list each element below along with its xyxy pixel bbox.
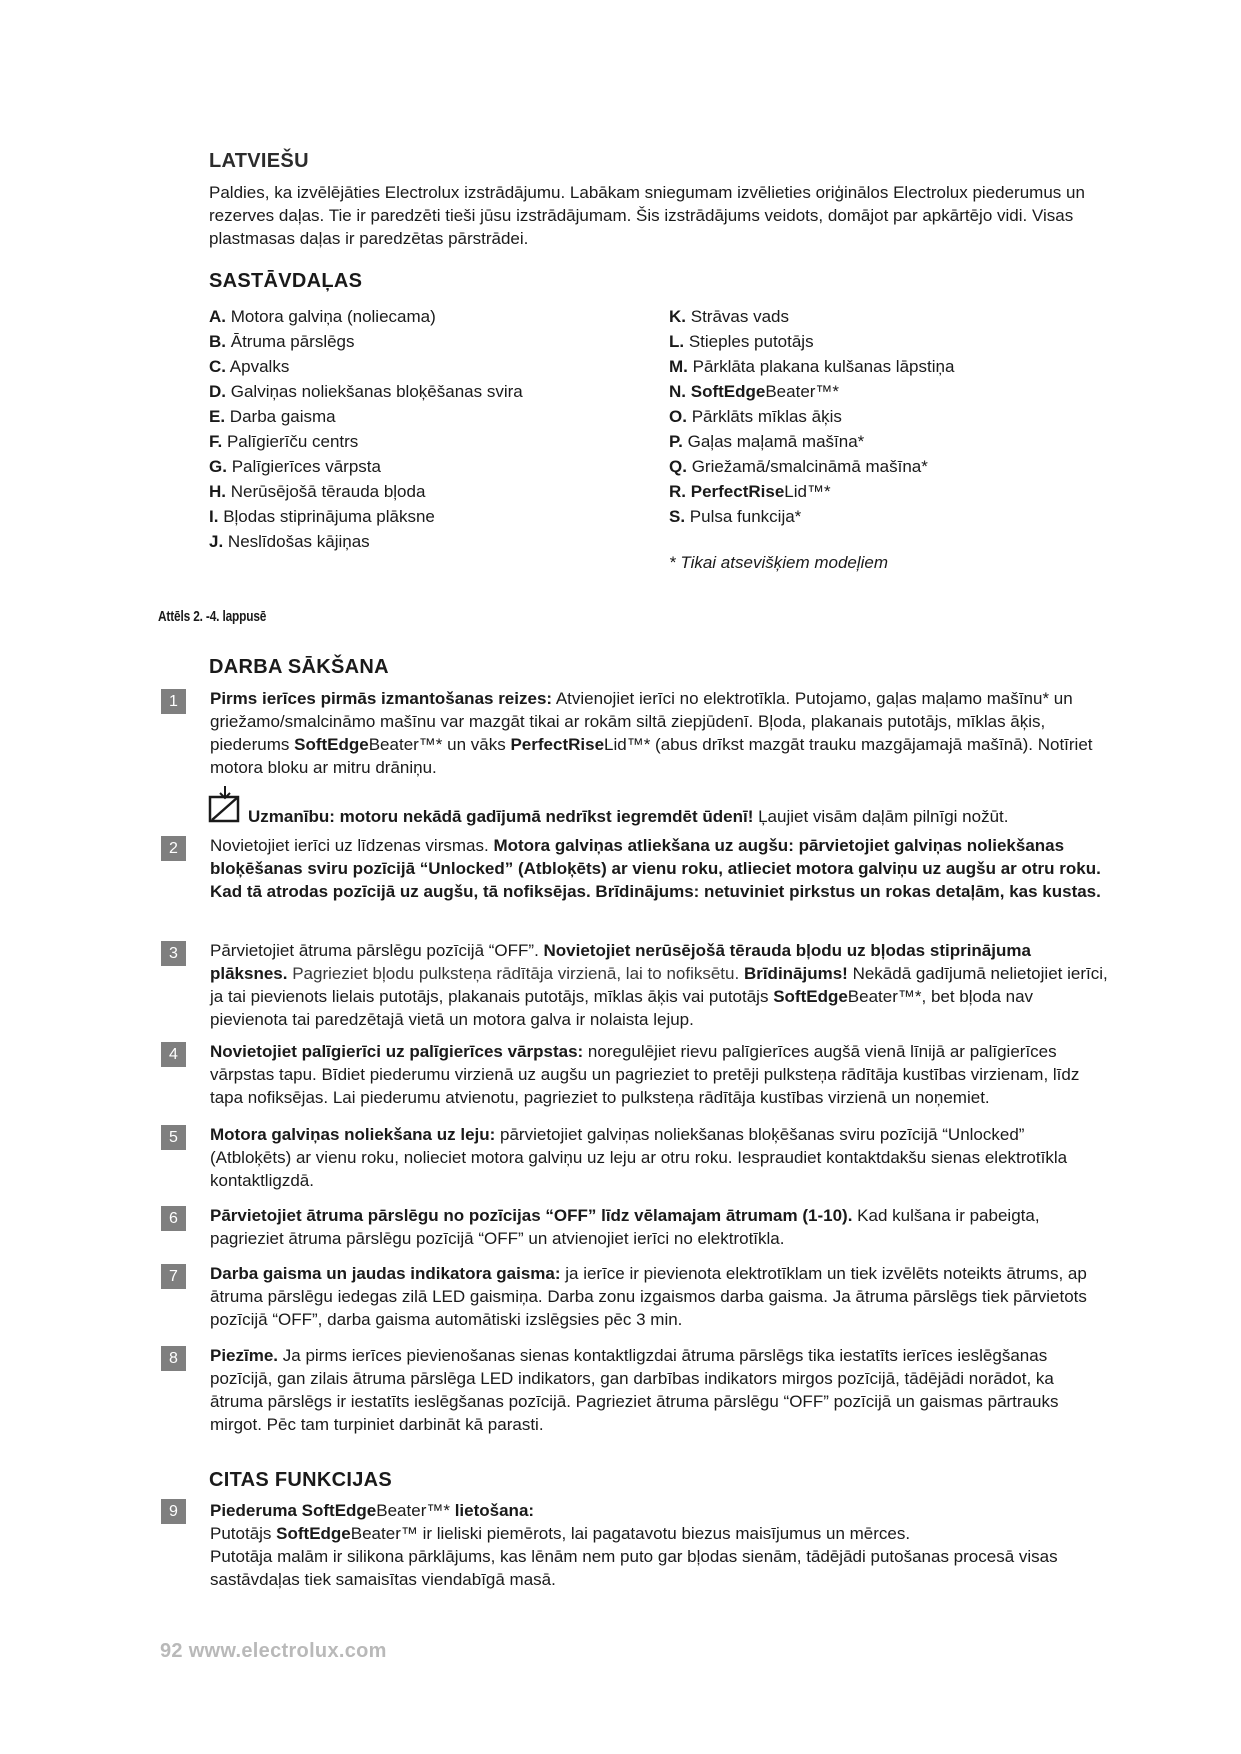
page-footer: 92 www.electrolux.com	[160, 1640, 387, 1662]
component-item: I. Bļodas stiprinājuma plāksne	[209, 507, 435, 526]
component-item: G. Palīgierīces vārpsta	[209, 457, 381, 476]
step-7-text: Darba gaisma un jaudas indikatora gaisma: ja ierīce ir pievienota elektrotīklam un tiek izvēlēts noteikts ātrums, ap ātruma pārslēgu iedegas zilā LED gaismiņa. Darba zonu izgaismos darba gaisma. Ja ātruma pārslēgs tiek pārvietots pozīcijā “OFF”, darba gaisma automātiski izslēgsies pēc 3 min.	[210, 1264, 1087, 1329]
warning-text: Uzmanību: motoru nekādā gadījumā nedrīkst iegremdēt ūdenī! Ļaujiet visām daļām pilnīgi nožūt.	[248, 807, 1009, 826]
step-8-text: Piezīme. Ja pirms ierīces pievienošanas sienas kontaktligzdai ātruma pārslēgs tika iestatīts ierīces ieslēgšanas pozīcijā, gan zilais ātruma pārslēga LED indikators, gan darbības indikators mirgos pozīcijā, tādējādi norādot, ka ātruma pārslēgs ir iestatīts ieslēgšanas pozīcijā. Pagrieziet ātruma pārslēgu “OFF” pozīcijā un gaismas pārtrauks mirgot. Pēc tam turpiniet darbināt kā parasti.	[210, 1346, 1059, 1434]
step-9-line-3: Putotāja malām ir silikona pārklājums, kas lēnām nem puto gar bļodas sienām, tādējādi putošanas procesā visas sastāvdaļas tiek samaisītas viendabīgā masā.	[210, 1547, 1058, 1589]
component-item: Q. Griežamā/smalcināmā mašīna*	[669, 457, 928, 476]
other-functions-heading: CITAS FUNKCIJAS	[209, 1469, 393, 1491]
component-item: J. Neslīdošas kājiņas	[209, 532, 370, 551]
component-item: B. Ātruma pārslēgs	[209, 332, 355, 351]
component-item: S. Pulsa funkcija*	[669, 507, 802, 526]
step-number-badge: 3	[161, 941, 186, 966]
no-immersion-icon	[208, 785, 242, 823]
models-note: * Tikai atsevišķiem modeļiem	[669, 553, 889, 572]
components-list-left	[209, 304, 523, 554]
component-item: F. Palīgierīču centrs	[209, 432, 359, 451]
component-item: C. Apvalks	[209, 357, 290, 376]
step-4-text: Novietojiet palīgierīci uz palīgierīces vārpstas: noregulējiet rievu palīgierīces augšā vienā līnijā ar palīgierīces vārpstas tapu. Bīdiet piederumu virzienā uz augšu un pagrieziet to pretēji pulksteņa rādītāja kustības virzienam, līdz tapa nofiksējas. Lai piederumu atvienotu, pagrieziet to pulksteņa rādītāja kustības virzienā un noņemiet.	[210, 1042, 1080, 1107]
step-6-text: Pārvietojiet ātruma pārslēgu no pozīcijas “OFF” līdz vēlamajam ātrumam (1-10). Kad kulšana ir pabeigta, pagrieziet ātruma pārslēgu pozīcijā “OFF” un atvienojiet ierīci no elektrotīkla.	[210, 1206, 1040, 1248]
component-item: D. Galviņas noliekšanas bloķēšanas svira	[209, 382, 523, 401]
step-5-text: Motora galviņas noliekšana uz leju: pārvietojiet galviņas noliekšanas bloķēšanas sviru pozīcijā “Unlocked” (Atbloķēts) ar vienu roku, nolieciet motora galviņu uz leju ar otru roku. Iespraudiet kontaktdakšu sienas elektrotīkla kontaktligzdā.	[210, 1125, 1068, 1190]
figure-reference: Attēls 2. -4. lappusē	[158, 609, 267, 625]
component-item: K. Strāvas vads	[669, 307, 789, 326]
step-number-badge: 9	[161, 1499, 186, 1524]
getting-started-heading: DARBA SĀKŠANA	[209, 656, 389, 678]
component-item: H. Nerūsējošā tērauda bļoda	[209, 482, 426, 501]
step-9-line-2: Putotājs SoftEdgeBeater™ ir lieliski piemērots, lai pagatavotu biezus maisījumus un mērces.	[210, 1524, 911, 1543]
components-list-right	[669, 304, 954, 529]
step-number-badge: 5	[161, 1125, 186, 1150]
step-number-badge: 2	[161, 836, 186, 861]
component-item: R. PerfectRiseLid™*	[669, 482, 831, 501]
component-item: M. Pārklāta plakana kulšanas lāpstiņa	[669, 357, 955, 376]
component-item: L. Stieples putotājs	[669, 332, 814, 351]
step-1-text: Pirms ierīces pirmās izmantošanas reizes: Atvienojiet ierīci no elektrotīkla. Putojamo, gaļas maļamo mašīnu* un griežamo/smalcināmo mašīnu var mazgāt tikai ar rokām siltā ziepjūdenī. Bļoda, plakanais putotājs, mīklas āķis, piederums SoftEdgeBeater™* un vāks PerfectRiseLid™* (abus drīkst mazgāt trauku mazgājamajā mašīnā). Notīriet motora bloku ar mitru drāniņu.	[210, 689, 1093, 777]
component-item: O. Pārklāts mīklas āķis	[669, 407, 842, 426]
step-9-title: Piederuma SoftEdgeBeater™* lietošana:	[210, 1501, 535, 1520]
step-3-text: Pārvietojiet ātruma pārslēgu pozīcijā “OFF”. Novietojiet nerūsējošā tērauda bļodu uz bļodas stiprinājuma plāksnes. Pagrieziet bļodu pulksteņa rādītāja virzienā, lai to nofiksētu. Brīdinājums! Nekādā gadījumā nelietojiet ierīci, ja tai pievienots lielais putotājs, plakanais putotājs, mīklas āķis vai putotājs SoftEdgeBeater™*, bet bļoda nav pievienota tai paredzētajā vietā un motora galva ir nolaista lejup.	[210, 941, 1108, 1029]
component-item: E. Darba gaisma	[209, 407, 336, 426]
component-item: P. Gaļas maļamā mašīna*	[669, 432, 865, 451]
step-number-badge: 6	[161, 1206, 186, 1231]
language-heading: LATVIEŠU	[209, 150, 309, 172]
warning-row	[208, 785, 1108, 825]
step-number-badge: 8	[161, 1346, 186, 1371]
component-item: N. SoftEdgeBeater™*	[669, 382, 840, 401]
step-number-badge: 7	[161, 1264, 186, 1289]
step-number-badge: 1	[161, 689, 186, 714]
step-number-badge: 4	[161, 1042, 186, 1067]
intro-paragraph: Paldies, ka izvēlējāties Electrolux izstrādājumu. Labākam sniegumam izvēlieties oriģinālos Electrolux piederumus un rezerves daļas. Tie ir paredzēti tieši jūsu izstrādājumam. Šis izstrādājums veidots, domājot par apkārtējo vidi. Visas plastmasas daļas ir paredzētas pārstrādei.	[209, 183, 1085, 248]
step-2-text: Novietojiet ierīci uz līdzenas virsmas. Motora galviņas atliekšana uz augšu: pārvietojiet galviņas noliekšanas bloķēšanas sviru pozīcijā “Unlocked” (Atbloķēts) ar vienu roku, atlieciet motora galviņu uz augšu ar otru roku. Kad tā atrodas pozīcijā uz augšu, tā nofiksējas. Brīdinājums: netuviniet pirkstus un rokas detaļām, kas kustas.	[210, 836, 1101, 901]
component-item: A. Motora galviņa (noliecama)	[209, 307, 436, 326]
components-heading: SASTĀVDAĻAS	[209, 270, 363, 292]
step-9-text	[210, 1499, 1110, 1591]
